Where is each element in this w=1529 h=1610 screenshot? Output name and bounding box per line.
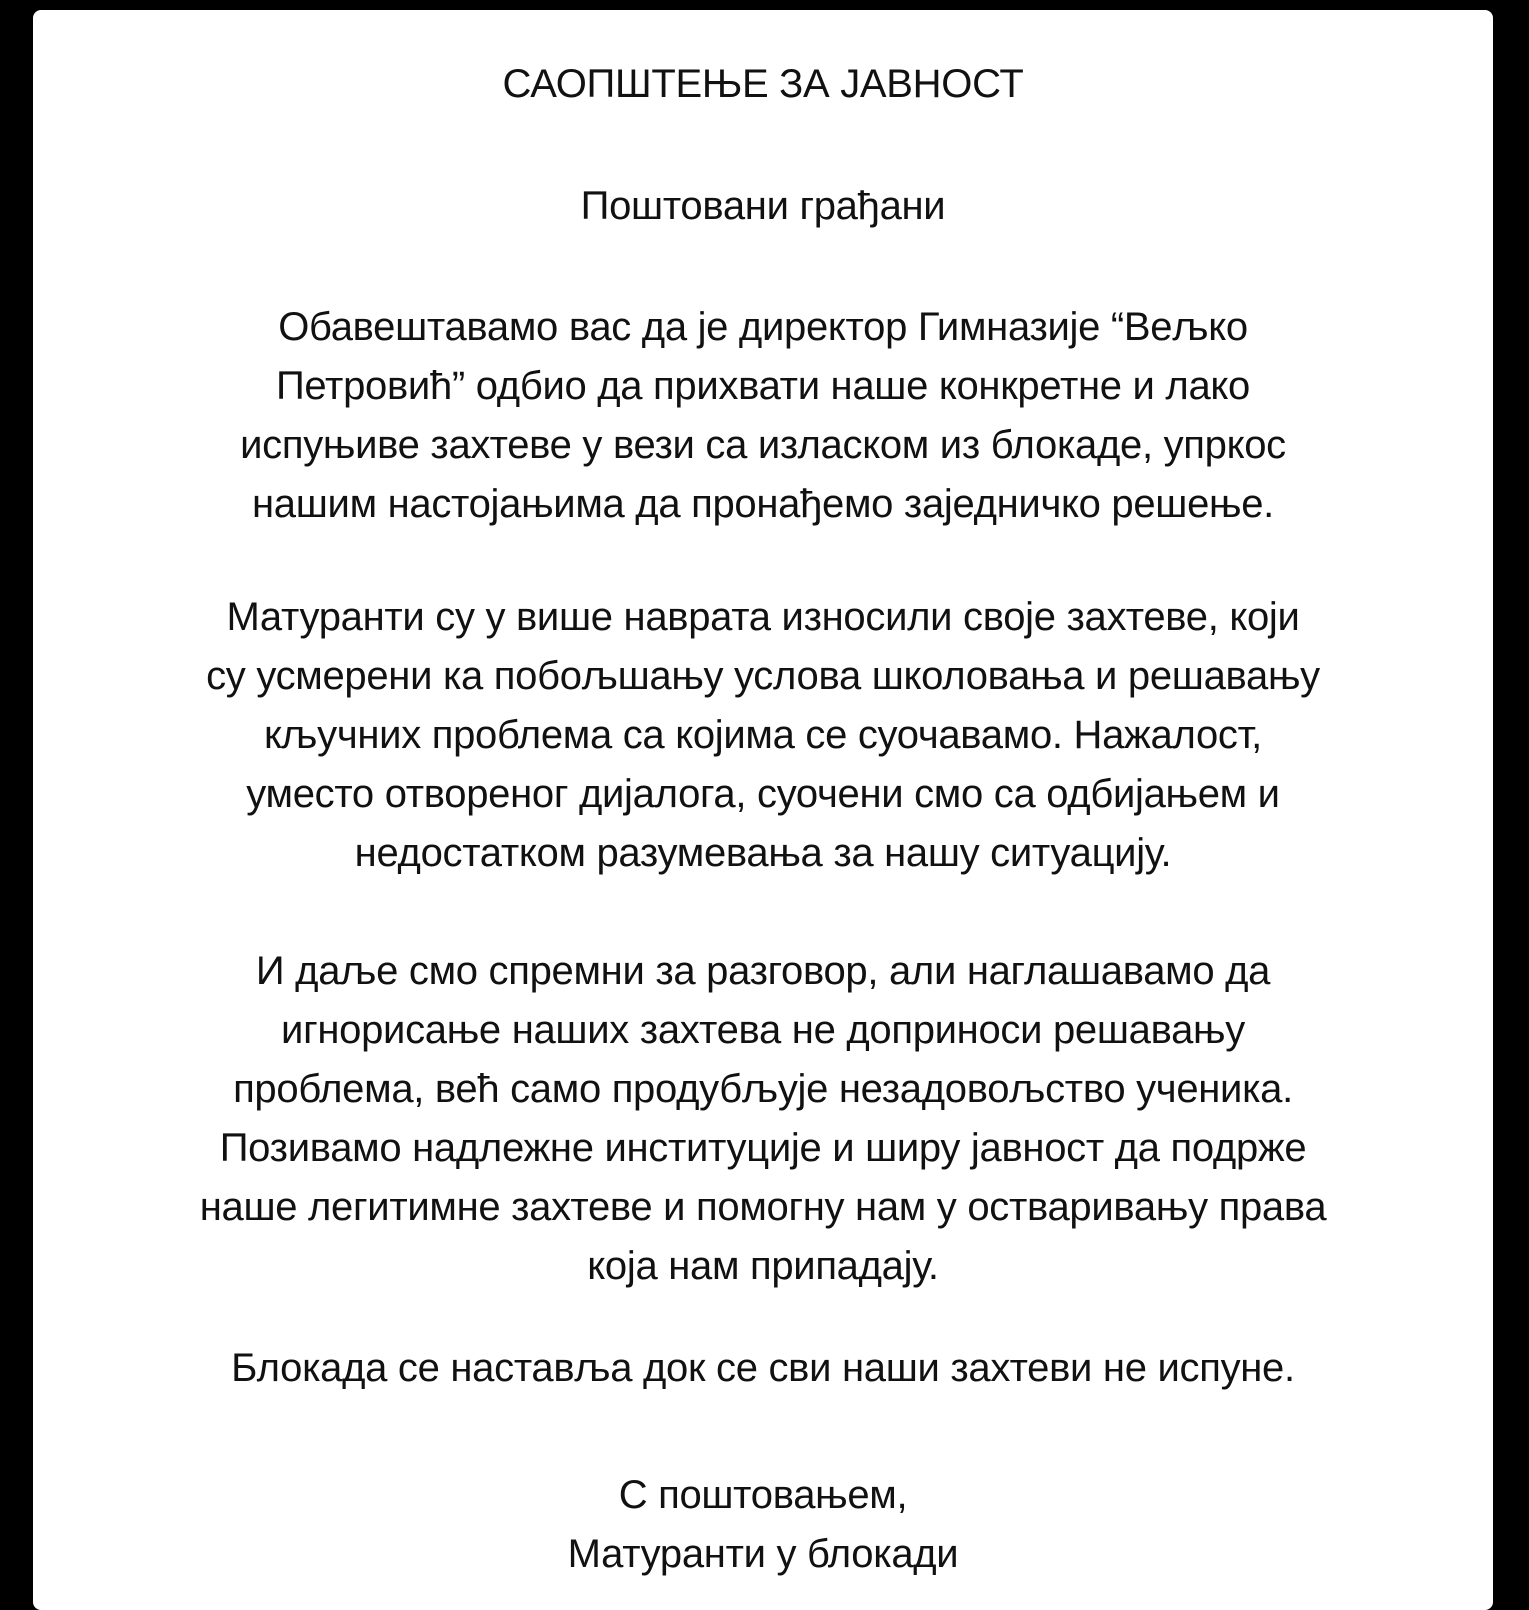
paragraph-3-line: наше легитимне захтеве и помогну нам у остваривању права — [199, 1185, 1327, 1229]
paragraph-1-line: Обавештавамо вас да је директор Гимназије “Вељко — [278, 305, 1248, 349]
paragraph-2 — [33, 588, 1493, 883]
paragraph-4: Блокада се наставља док се сви наши захтеви не испуне. — [231, 1346, 1295, 1390]
paragraph-3-line: И даље смо спремни за разговор, али наглашавамо да — [255, 949, 1271, 993]
paragraph-2-line: уместо отвореног дијалога, суочени смо са одбијањем и — [246, 772, 1280, 816]
paragraph-3-line: игнорисање наших захтева не доприноси решавању — [281, 1008, 1245, 1052]
signature: Матуранти у блокади — [567, 1532, 959, 1576]
paragraph-3-line: проблема, већ само продубљује незадовољство ученика. — [233, 1067, 1293, 1111]
greeting: Поштовани грађани — [580, 184, 946, 228]
signature-block — [33, 1466, 1493, 1584]
press-release-document — [33, 10, 1493, 1610]
paragraph-3 — [33, 942, 1493, 1296]
paragraph-3-line: која нам припадају. — [587, 1244, 939, 1288]
closing: С поштовањем, — [618, 1473, 908, 1517]
paragraph-1 — [33, 298, 1493, 534]
paragraph-1-line: испуњиве захтеве у вези са изласком из блокаде, упркос — [240, 423, 1286, 467]
paragraph-1-line: нашим настојањима да пронађемо заједничко решење. — [252, 482, 1274, 526]
paragraph-2-line: Матуранти су у више наврата износили своје захтеве, који — [226, 595, 1300, 639]
paragraph-3-line: Позивамо надлежне институције и ширу јавност да подрже — [219, 1126, 1307, 1170]
document-title: САОПШТЕЊЕ ЗА ЈАВНОСТ — [502, 62, 1024, 106]
paragraph-2-line: недостатком разумевања за нашу ситуацију. — [354, 831, 1172, 875]
paragraph-2-line: кључних проблема са којима се суочавамо. Нажалост, — [263, 713, 1262, 757]
paragraph-2-line: су усмерени ка побољшању услова школовања и решавању — [206, 654, 1320, 698]
paragraph-1-line: Петровић” одбио да прихвати наше конкретне и лако — [275, 364, 1250, 408]
